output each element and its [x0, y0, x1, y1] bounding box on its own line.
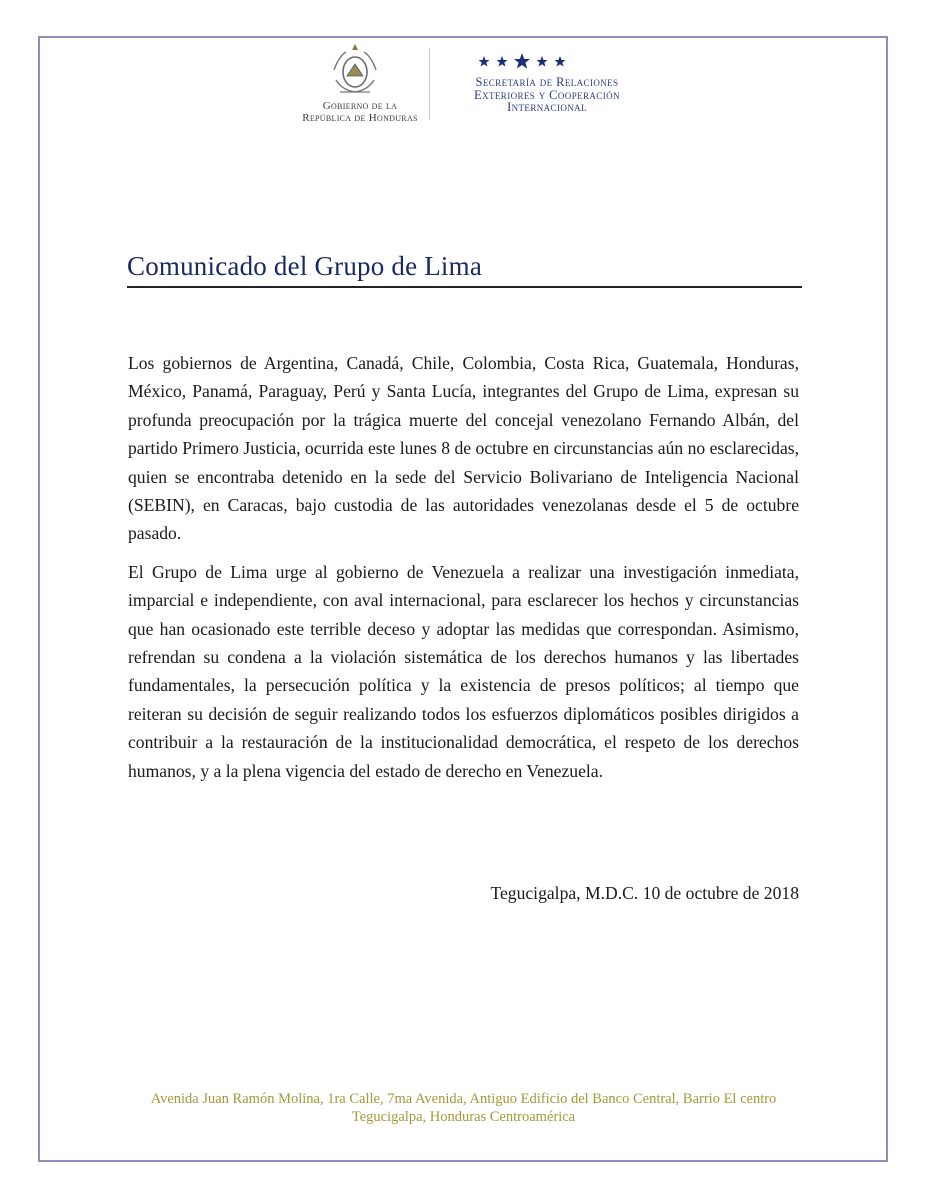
- star-icon: [555, 56, 566, 67]
- ministry-line-1: Secretaría de Relaciones: [475, 75, 619, 89]
- star-icon: [514, 53, 530, 69]
- ministry-line-2: Exteriores y Cooperación: [474, 87, 620, 102]
- footer-line-1: Avenida Juan Ramón Molina, 1ra Calle, 7ma Avenida, Antiguo Edificio del Banco Central, Barrio El centro: [150, 1091, 777, 1107]
- date-line: Tegucigalpa, M.D.C. 10 de octubre de 2018: [490, 883, 799, 903]
- header-divider: [429, 48, 430, 120]
- government-line-1: Gobierno de la: [322, 100, 398, 112]
- title-underline: [127, 286, 802, 288]
- document-title: Comunicado del Grupo de Lima: [127, 251, 483, 281]
- government-line-2: República de Honduras: [302, 112, 418, 124]
- paragraph-2: El Grupo de Lima urge al gobierno de Venezuela a realizar una investigación inmediata, imparcial e independiente, con aval internacional, para esclarecer los hechos y circunstancias que han ocasionado este terrible deceso y adoptar las medidas que correspondan. Asimismo, refrendan su condena a la violación sistemática de los derechos humanos y las libertades fundamentales, la persecución política y la existencia de presos políticos; al tiempo que reiteran su decisión de seguir realizando todos los esfuerzos diplomáticos posibles dirigidos a contribuir a la restauración de la institucionalidad democrática, el respeto de los derechos humanos, y a la plena vigencia del estado de derecho en Venezuela.: [128, 561, 799, 781]
- footer-line-2: Tegucigalpa, Honduras Centroamérica: [351, 1109, 576, 1125]
- paragraph-1: Los gobiernos de Argentina, Canadá, Chile, Colombia, Costa Rica, Guatemala, Honduras, México, Panamá, Paraguay, Perú y Santa Lucía, integrantes del Grupo de Lima, expresan su profunda preocupación por la trágica muerte del concejal venezolano Fernando Albán, del partido Primero Justicia, ocurrida este lunes 8 de octubre en circunstancias aún no esclarecidas, quien se encontraba detenido en la sede del Servicio Bolivariano de Inteligencia Nacional (SEBIN), en Caracas, bajo custodia de las autoridades venezolanas desde el 5 de octubre pasado.: [128, 353, 799, 544]
- stars-row: [478, 52, 618, 72]
- star-icon: [537, 56, 548, 67]
- footer-address: [60, 1090, 867, 1126]
- ministry-name: [452, 76, 642, 114]
- star-icon: [479, 56, 490, 67]
- ministry-line-3: Internacional: [507, 100, 587, 114]
- letterhead: [0, 0, 927, 140]
- government-name: [300, 100, 420, 124]
- coat-of-arms-icon: [330, 40, 380, 100]
- document-body: [128, 349, 799, 795]
- star-icon: [497, 56, 508, 67]
